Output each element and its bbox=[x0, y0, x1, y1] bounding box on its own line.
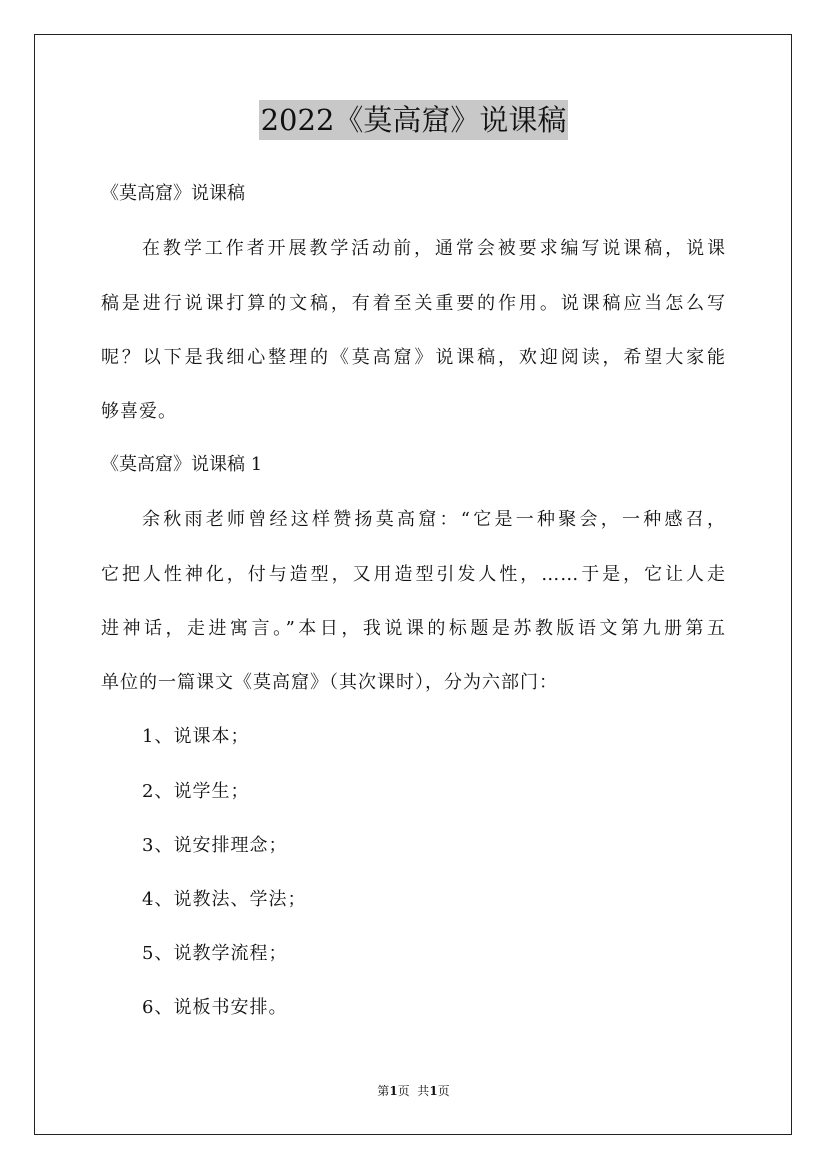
footer-page-suffix: 页 bbox=[437, 1084, 450, 1098]
footer-page-prefix: 第 bbox=[377, 1084, 390, 1098]
footer-page-mid: 页 共 bbox=[397, 1084, 430, 1098]
list-item: 5、说教学流程； bbox=[142, 943, 288, 964]
intro-line-4: 够喜爱。 bbox=[101, 401, 177, 422]
footer-page-number: 1 bbox=[389, 1084, 398, 1098]
title-wrapper bbox=[0, 100, 827, 140]
paragraph-line-2: 它把人性神化，付与造型，又用造型引发人性，……于是，它让人走 bbox=[101, 564, 726, 585]
document-title: 2022《莫高窟》说课稿 bbox=[259, 100, 569, 140]
intro-line-2: 稿是进行说课打算的文稿，有着至关重要的作用。说课稿应当怎么写 bbox=[101, 293, 726, 314]
list-item: 2、说学生； bbox=[142, 781, 250, 802]
footer-page-total: 1 bbox=[429, 1084, 438, 1098]
paragraph-line-3: 进神话，走进寓言。”本日，我说课的标题是苏教版语文第九册第五 bbox=[101, 618, 726, 639]
list-item: 1、说课本； bbox=[142, 726, 250, 747]
subsection-heading: 《莫高窟》说课稿 1 bbox=[101, 454, 263, 475]
list-item: 4、说教法、学法； bbox=[142, 889, 307, 910]
page-footer bbox=[0, 1083, 827, 1099]
list-item: 3、说安排理念； bbox=[142, 835, 288, 856]
section-heading: 《莫高窟》说课稿 bbox=[101, 183, 245, 204]
list-item: 6、说板书安排。 bbox=[142, 997, 288, 1018]
paragraph-line-4: 单位的一篇课文《莫高窟》（其次课时），分为六部门： bbox=[101, 672, 558, 693]
intro-line-1: 在教学工作者开展教学活动前，通常会被要求编写说课稿，说课 bbox=[142, 238, 726, 259]
paragraph-line-1: 余秋雨老师曾经这样赞扬莫高窟：“它是一种聚会，一种感召， bbox=[142, 509, 726, 530]
intro-line-3: 呢？以下是我细心整理的《莫高窟》说课稿，欢迎阅读，希望大家能 bbox=[101, 347, 726, 368]
